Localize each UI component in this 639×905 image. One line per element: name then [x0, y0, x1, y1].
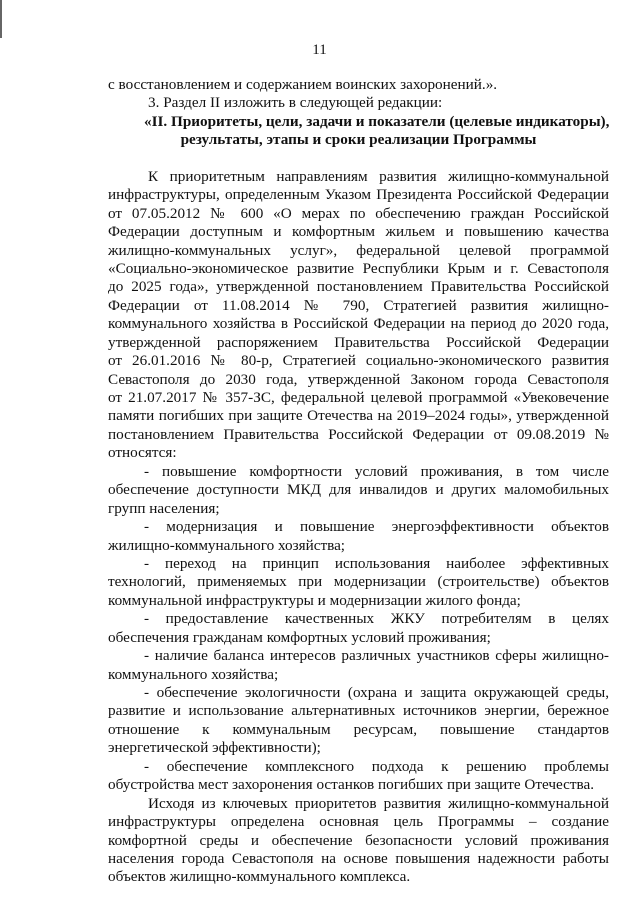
text-line: относятся: — [108, 444, 177, 462]
text-line: обустройства мест захоронения останков погибших при защите Отечества. — [108, 776, 595, 794]
text-line: комфортной среды и обеспечение безопасности условий проживания — [108, 831, 609, 849]
text-line: инфраструктуры, определенным Указом Президента Российской Федерации — [108, 186, 609, 204]
blank-line — [108, 150, 609, 168]
text-line: населения города Севастополя на основе повышения надежности работы — [108, 849, 609, 867]
text-line: жилищно-коммунального хозяйства; — [108, 536, 346, 554]
text-line: Федерации от 11.08.2014 № 790, Стратегией развития жилищно- — [108, 296, 609, 314]
text-line: от 21.07.2017 № 357-ЗС, федеральной целевой программой «Увековечение — [108, 389, 609, 406]
page-edge-mark — [0, 0, 2, 38]
text-line: от 07.05.2012 № 600 «О мерах по обеспечению граждан Российской — [108, 204, 609, 222]
text-line: энергетической эффективности); — [108, 739, 321, 757]
text-line: К приоритетным направлениям развития жилищно-коммунальной — [148, 167, 609, 185]
text-line: с восстановлением и содержанием воинских захоронений.». — [108, 76, 498, 93]
text-line: обеспечение доступности МКД для инвалидов и других маломобильных — [108, 481, 609, 499]
text-line: объектов жилищно-коммунального комплекса. — [108, 868, 411, 886]
text-line: «Социально-экономическое развитие Республики Крым и г. Севастополя — [108, 259, 609, 277]
bullet-item: - предоставление качественных ЖКУ потребителям в целях — [144, 610, 609, 628]
text-line: 3. Раздел II изложить в следующей редакции: — [148, 94, 443, 112]
text-line: постановлением Правительства Российской Федерации от 09.08.2019 № — [108, 425, 609, 443]
page-number: 11 — [312, 42, 327, 58]
section-title: «II. Приоритеты, цели, задачи и показатели (целевые индикаторы), — [144, 112, 610, 130]
text-line: технологий, применяемых при модернизации (строительстве) объектов — [108, 573, 609, 591]
text-line: развитие и использование альтернативных источников энергии, бережное — [108, 702, 609, 720]
text-line: обеспечения гражданам комфортных условий проживания; — [108, 628, 491, 646]
text-line: Исходя из ключевых приоритетов развития жилищно-коммунальной — [148, 794, 609, 812]
text-line: коммунального хозяйства в Российской Федерации на период до 2020 года, — [108, 315, 609, 333]
section-title: результаты, этапы и сроки реализации Программы — [180, 131, 537, 149]
text-line: Федерации доступным и комфортным жильем и повышению качества — [108, 223, 609, 241]
text-line: от 26.01.2016 № 80-р, Стратегией социально-экономического развития — [108, 352, 609, 370]
text-line: групп населения; — [108, 499, 220, 517]
text-line: до 2025 года», утвержденной постановлением Правительства Российской — [108, 278, 609, 296]
text-line: отношение к коммунальным ресурсам, повышение стандартов — [108, 720, 609, 738]
text-line: коммунальной инфраструктуры и модернизации жилого фонда; — [108, 591, 521, 609]
bullet-item: - обеспечение экологичности (охрана и защита окружающей среды, — [144, 684, 609, 701]
text-line: инфраструктуры определена основная цель Программы – создание — [108, 813, 609, 831]
bullet-item: - модернизация и повышение энергоэффективности объектов — [144, 518, 609, 536]
document-body — [108, 76, 609, 887]
bullet-item: - наличие баланса интересов различных участников сферы жилищно- — [144, 647, 609, 665]
bullet-item: - обеспечение комплексного подхода к решению проблемы — [144, 757, 609, 775]
text-line: коммунального хозяйства; — [108, 665, 279, 683]
text-line: Севастополя до 2030 года, утвержденной Законом города Севастополя — [108, 370, 609, 388]
text-line: жилищно-коммунальных услуг», федеральной целевой программой — [108, 241, 609, 259]
text-line: памяти погибших при защите Отечества на 2019–2024 годы», утвержденной — [108, 407, 609, 425]
bullet-item: - переход на принцип использования наиболее эффективных — [144, 554, 609, 572]
bullet-item: - повышение комфортности условий проживания, в том числе — [144, 462, 609, 480]
text-line: утвержденной распоряжением Правительства Российской Федерации — [108, 333, 609, 351]
